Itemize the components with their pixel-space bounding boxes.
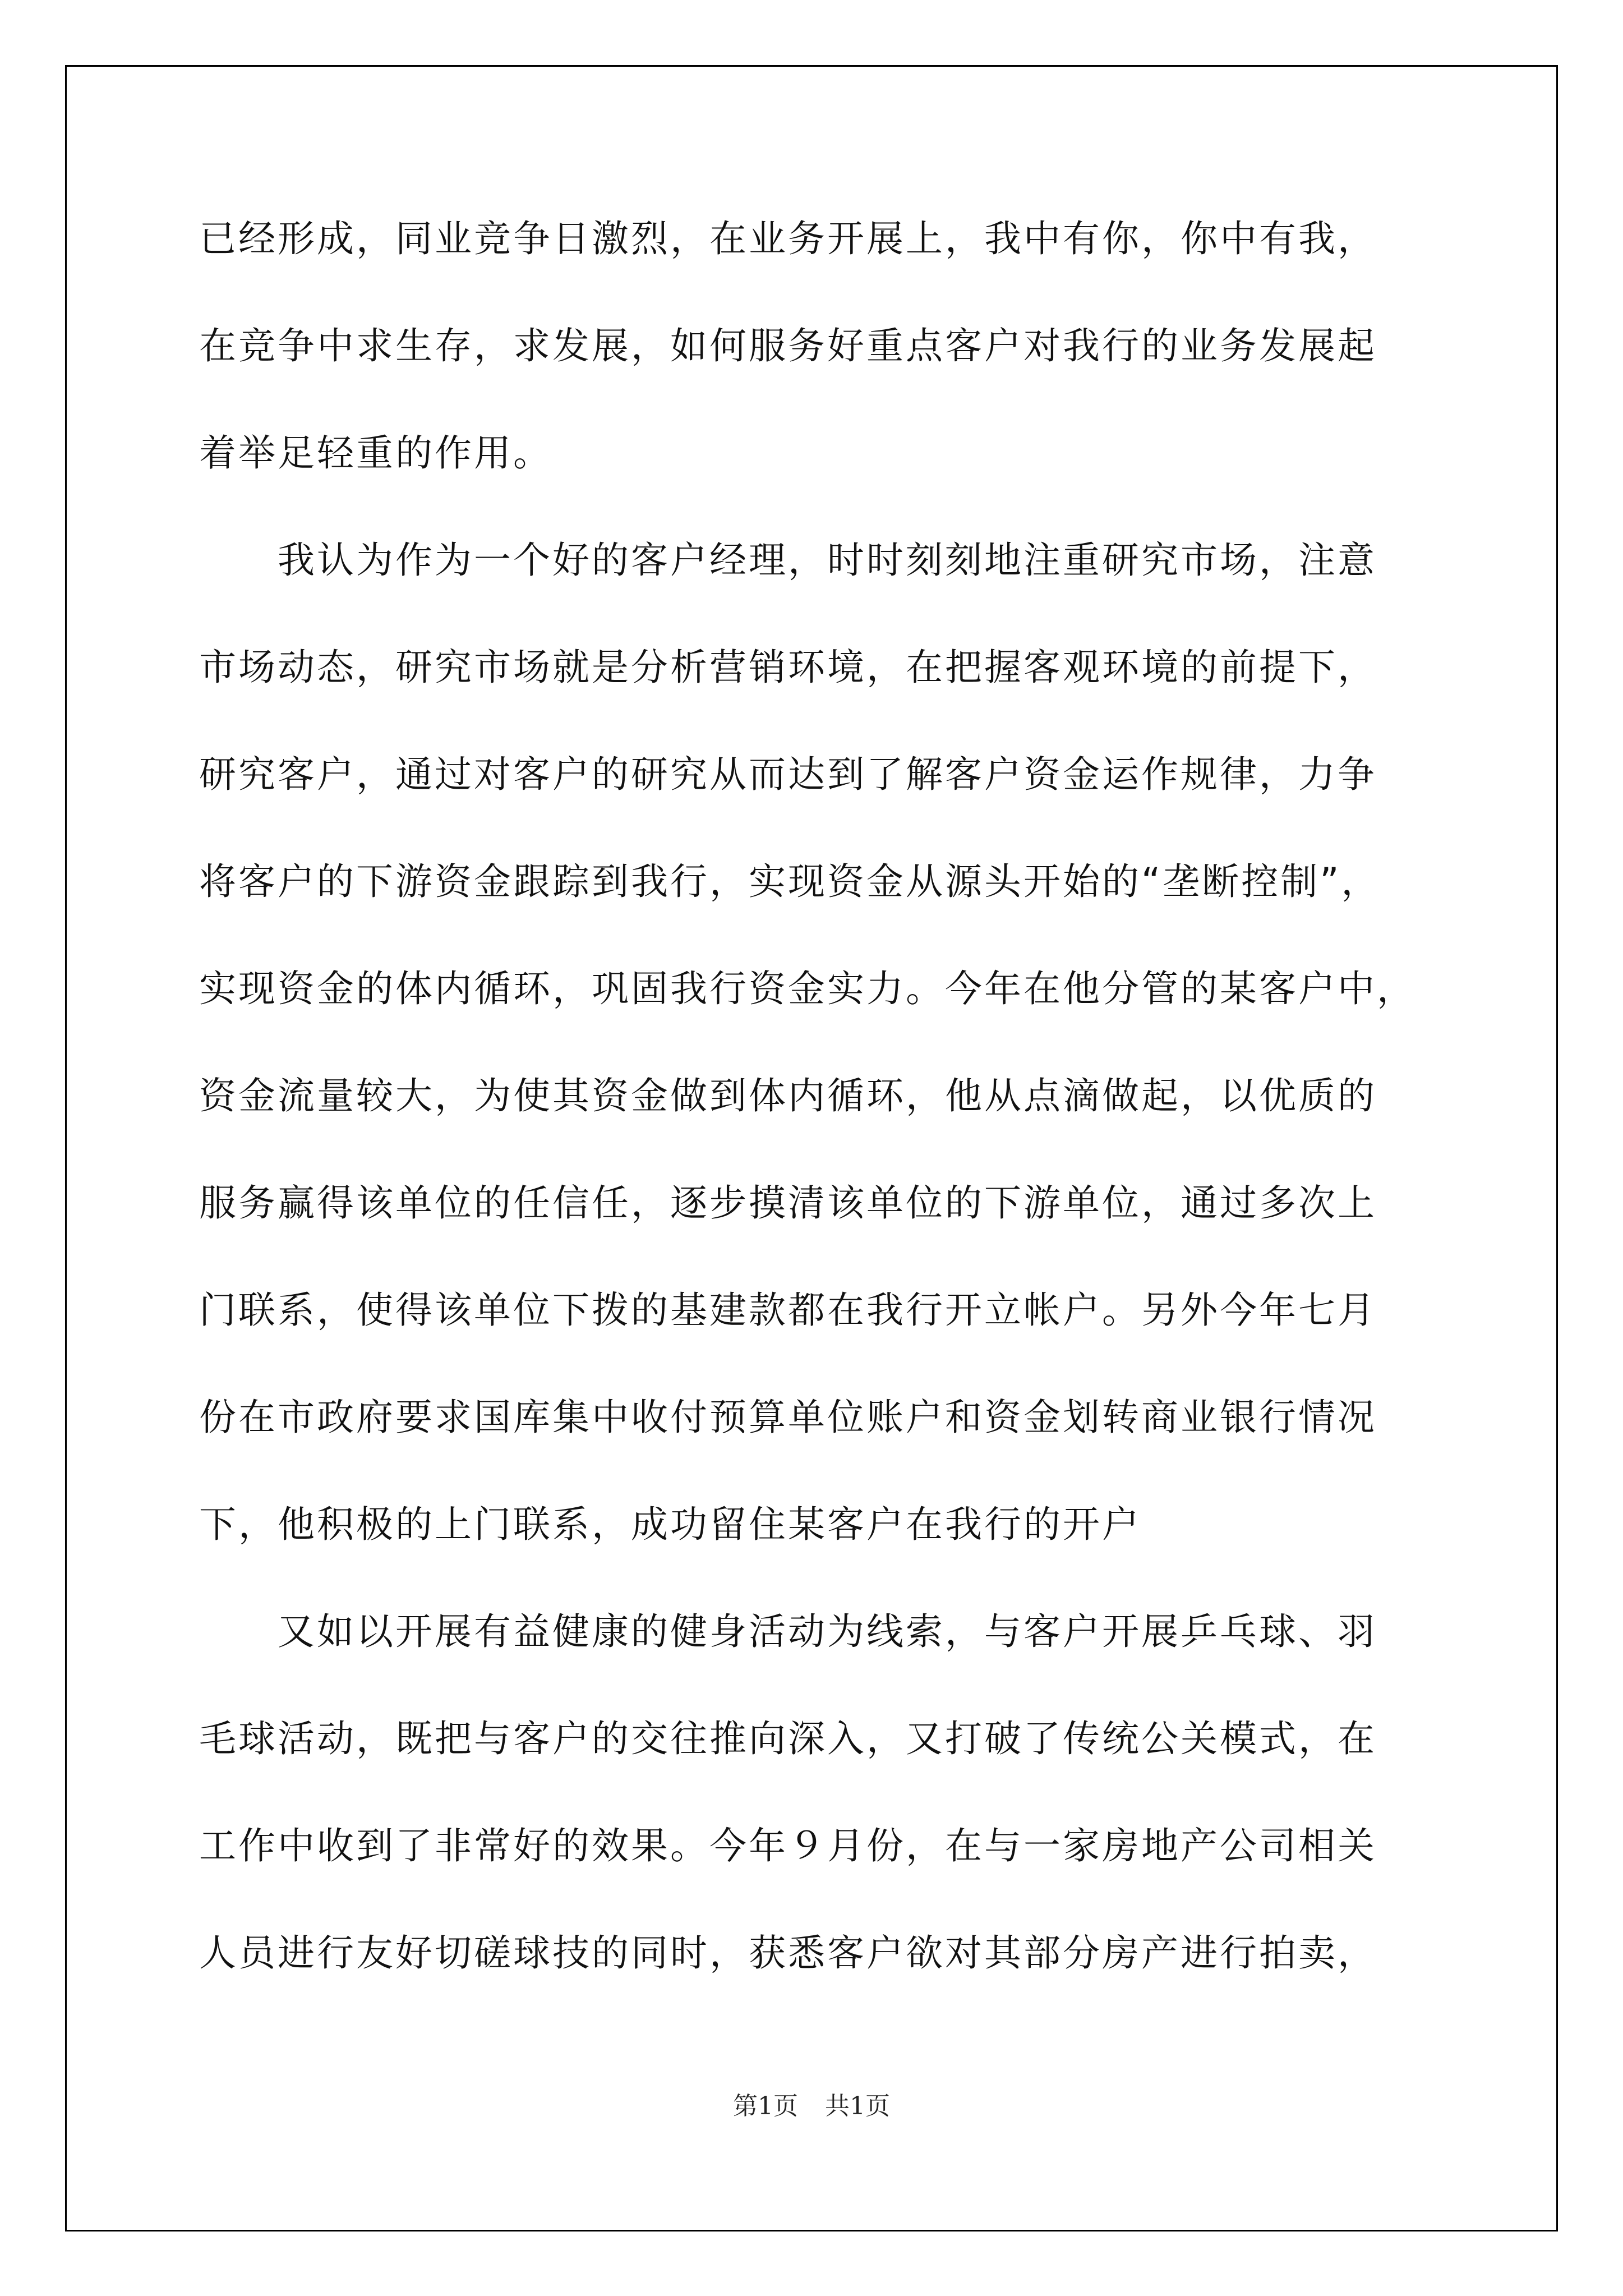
- text-line: 研究客户，通过对客户的研究从而达到了解客户资金运作规律，力争: [199, 753, 1377, 796]
- document-body: [199, 185, 1455, 2007]
- text-line: 在竞争中求生存，求发展，如何服务好重点客户对我行的业务发展起: [199, 324, 1377, 367]
- text-line: 已经形成，同业竞争日激烈，在业务开展上，我中有你，你中有我，: [199, 217, 1377, 260]
- text-line: 市场动态，研究市场就是分析营销环境，在把握客观环境的前提下，: [199, 646, 1377, 689]
- page-number: 第1页: [733, 2092, 798, 2120]
- text-line: 份在市政府要求国库集中收付预算单位账户和资金划转商业银行情况: [199, 1396, 1377, 1439]
- text-line: 毛球活动，既把与客户的交往推向深入，又打破了传统公关模式，在: [199, 1717, 1377, 1760]
- page-footer: [0, 2086, 1623, 2122]
- page-total: 共1页: [825, 2092, 890, 2120]
- text-line: 我认为作为一个好的客户经理，时时刻刻地注重研究市场，注意: [278, 539, 1377, 582]
- text-line: 人员进行友好切磋球技的同时，获悉客户欲对其部分房产进行拍卖，: [199, 1931, 1377, 1975]
- text-line: 资金流量较大，为使其资金做到体内循环，他从点滴做起，以优质的: [199, 1074, 1377, 1117]
- text-line: 工作中收到了非常好的效果。今年９月份，在与一家房地产公司相关: [199, 1824, 1377, 1867]
- text-line: 实现资金的体内循环，巩固我行资金实力。今年在他分管的某客户中，: [199, 967, 1416, 1010]
- text-line: 将客户的下游资金跟踪到我行，实现资金从源头开始的“垄断控制”，: [199, 860, 1381, 903]
- text-line: 又如以开展有益健康的健身活动为线索，与客户开展乒乓球、羽: [278, 1610, 1377, 1653]
- text-line: 着举足轻重的作用。: [199, 431, 552, 475]
- text-line: 门联系，使得该单位下拨的基建款都在我行开立帐户。另外今年七月: [199, 1289, 1377, 1332]
- text-line: 下，他积极的上门联系，成功留住某客户在我行的开户: [199, 1503, 1141, 1546]
- text-line: 服务赢得该单位的任信任，逐步摸清该单位的下游单位，通过多次上: [199, 1181, 1377, 1225]
